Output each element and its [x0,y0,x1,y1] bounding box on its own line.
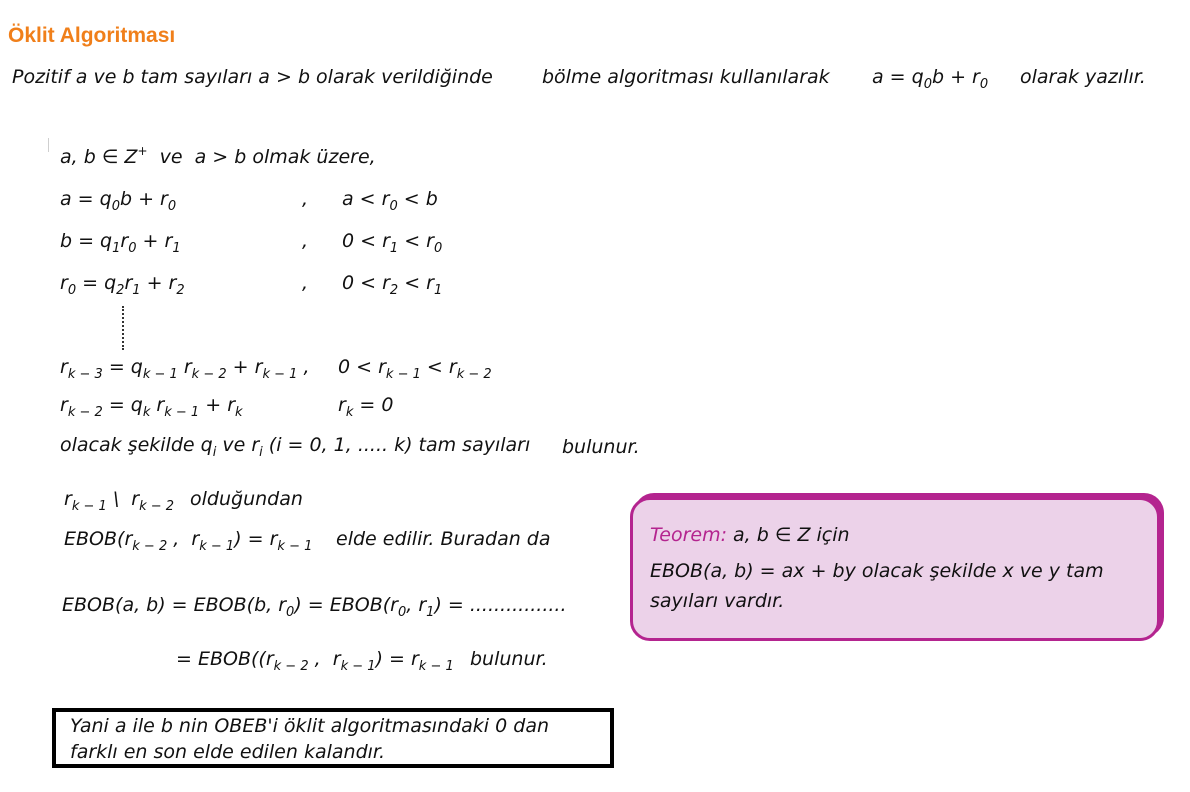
theorem-line-1 [650,524,850,546]
divides-expression: $r_{k - 1}$ \ $r_{k - 2}$ [64,488,175,514]
intro-text-3: olarak yazılır. [1020,66,1146,88]
page-title: Öklit Algoritması [8,24,176,47]
intro-text-2: bölme algoritması kullanılarak [542,66,830,88]
premise-line: a, b ∈ Z+ ve a > b olmak üzere, [60,144,376,168]
equation-2: $b = q_1r_0 + r_1$ [60,230,181,256]
condition-4: $0 < r_{k - 1} < r_{k - 2}$ [338,356,492,382]
equation-5: $r_{k - 2} = q_k$ $r_{k - 1} + r_k$ [60,394,243,420]
theorem-line-3: sayıları vardır. [650,590,785,612]
gcd-chain-line-1: EBOB(a, b) = EBOB(b, $r_0$) = $EBOB(r_0$, $r_1$) = ................ [62,594,567,620]
gcd-expression: $EBOB(r_{k - 2}$ , $r_{k - 1}) = r_{k - 1}$ [64,528,313,554]
vertical-ellipsis [122,306,124,350]
theorem-line-2: EBOB(a, b) = ax + by olacak şekilde x ve y tam [650,560,1104,582]
condition-3: $0 < r_2 < r_1$ [342,272,443,298]
gcd-text: elde edilir. Buradan da [336,528,551,550]
gcd-chain-line-2: = $EBOB((r_{k - 2}$ , $r_{k - 1}) = r_{k - 1}$ [176,648,454,674]
divides-text: olduğundan [190,488,303,510]
condition-1: $a < r_0 < b$ [342,188,438,214]
condition-2: $0 < r_1 < r_0$ [342,230,443,256]
gcd-chain-end: bulunur. [470,648,548,670]
conclusion-line-1: Yani a ile b nin OBEB'i öklit algoritmasındaki 0 dan [70,715,549,737]
margin-mark [48,138,49,152]
theorem-premise: a, b ∈ Z için [733,524,850,546]
equation-1: $a = q_0b + r_0$ [60,188,177,214]
found-line-end: bulunur. [562,436,640,458]
equation-4: $r_{k - 3} = q_{k - 1}$ $r_{k - 2} + r_{k - 1}$ , [60,356,310,382]
intro-formula: $a = q_0b + r_0$ [872,66,989,92]
equation-1-comma: , [302,188,309,210]
intro-text-1: Pozitif a ve b tam sayıları a > b olarak verildiğinde [12,66,493,88]
equation-3-comma: , [302,272,309,294]
equation-2-comma: , [302,230,309,252]
equation-3: $r_0 = q_2r_1 + r_2$ [60,272,185,298]
found-line: olacak şekilde $q_i$ ve $r_i$ (i = 0, 1, ..... k) tam sayıları [60,434,531,460]
conclusion-line-2: farklı en son elde edilen kalandır. [70,741,386,763]
theorem-label: Teorem: [650,524,727,546]
condition-5: $r_k = 0$ [338,394,394,420]
